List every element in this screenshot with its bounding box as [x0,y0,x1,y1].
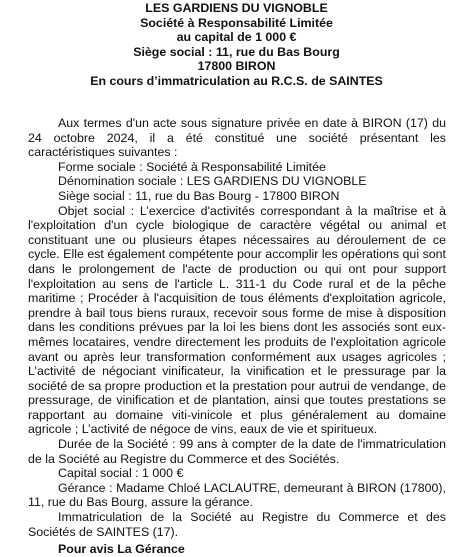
signature: Pour avis La Gérance [58,542,185,557]
notice-body [28,116,446,557]
siege-social: Siège social : 11, rue du Bas Bourg - 17800 BIRON [58,188,340,203]
objet-social: Objet social : L’exercice d'activités correspondant à la maîtrise et à l'exploitation d'un cycle biologique de caractère végétal ou animal et constituant une ou plusieurs étapes nécessaires au déroulement de ce cycle. Elle est également compétente pour accomplir les opérations qui sont dans le prolongement de l'acte de production ou qui ont pour support l'exploitation au sens de l'article L. 311-1 du Code rural et de la pêche maritime ; Procéder à l'acquisition de tous éléments d'exploitation agricole, prendre à bail tous biens ruraux, recevoir sous forme de mise à disposition dans les conditions prévues par la loi les biens dont les associés sont eux-mêmes locataires, vendre directement les produits de l'exploitation agricole avant ou après leur transformation conformément aux usages agricoles ; L’activité de négociant vinificateur, la vinification et le pressurage par la société de sa propre production et la prestation pour autrui de vendange, de pressurage, de vinification et de plantation, ainsi que toutes prestations se rapportant au domaine viti-vinicole et plus généralement au domaine agricole ; L’activité de négoce de vins, eaux de vie et spiritueux. [28,203,446,437]
company-capital: au capital de 1 000 € [176,30,297,45]
immatriculation: Immatriculation de la Société au Registre du Commerce et des Sociétés de SAINTES (17). [28,510,446,539]
notice-header [0,1,473,89]
company-address: Siège social : 11, rue du Bas Bourg [133,44,340,59]
forme-sociale: Forme sociale : Société à Responsabilité Limitée [58,159,326,174]
company-postcode: 17800 BIRON [197,59,276,74]
denomination-sociale: Dénomination sociale : LES GARDIENS DU VIGNOBLE [58,174,367,189]
duree-societe: Durée de la Société : 99 ans à compter de la date de l'immatriculation de la Société au Registre du Commerce et des Sociétés. [28,437,446,466]
intro-paragraph: Aux termes d'un acte sous signature privée en date à BIRON (17) du 24 octobre 2024, il a été constitué une société présentant les caractéristiques suivantes : [28,116,446,160]
registration-status: En cours d’immatriculation au R.C.S. de SAINTES [90,73,383,88]
company-form: Société à Responsabilité Limitée [140,15,333,30]
company-name: LES GARDIENS DU VIGNOBLE [145,1,328,15]
gerance: Gérance : Madame Chloé LACLAUTRE, demeurant à BIRON (17800), 11, rue du Bas Bourg, assure la gérance. [28,480,446,510]
capital-social: Capital social : 1 000 € [58,466,184,481]
